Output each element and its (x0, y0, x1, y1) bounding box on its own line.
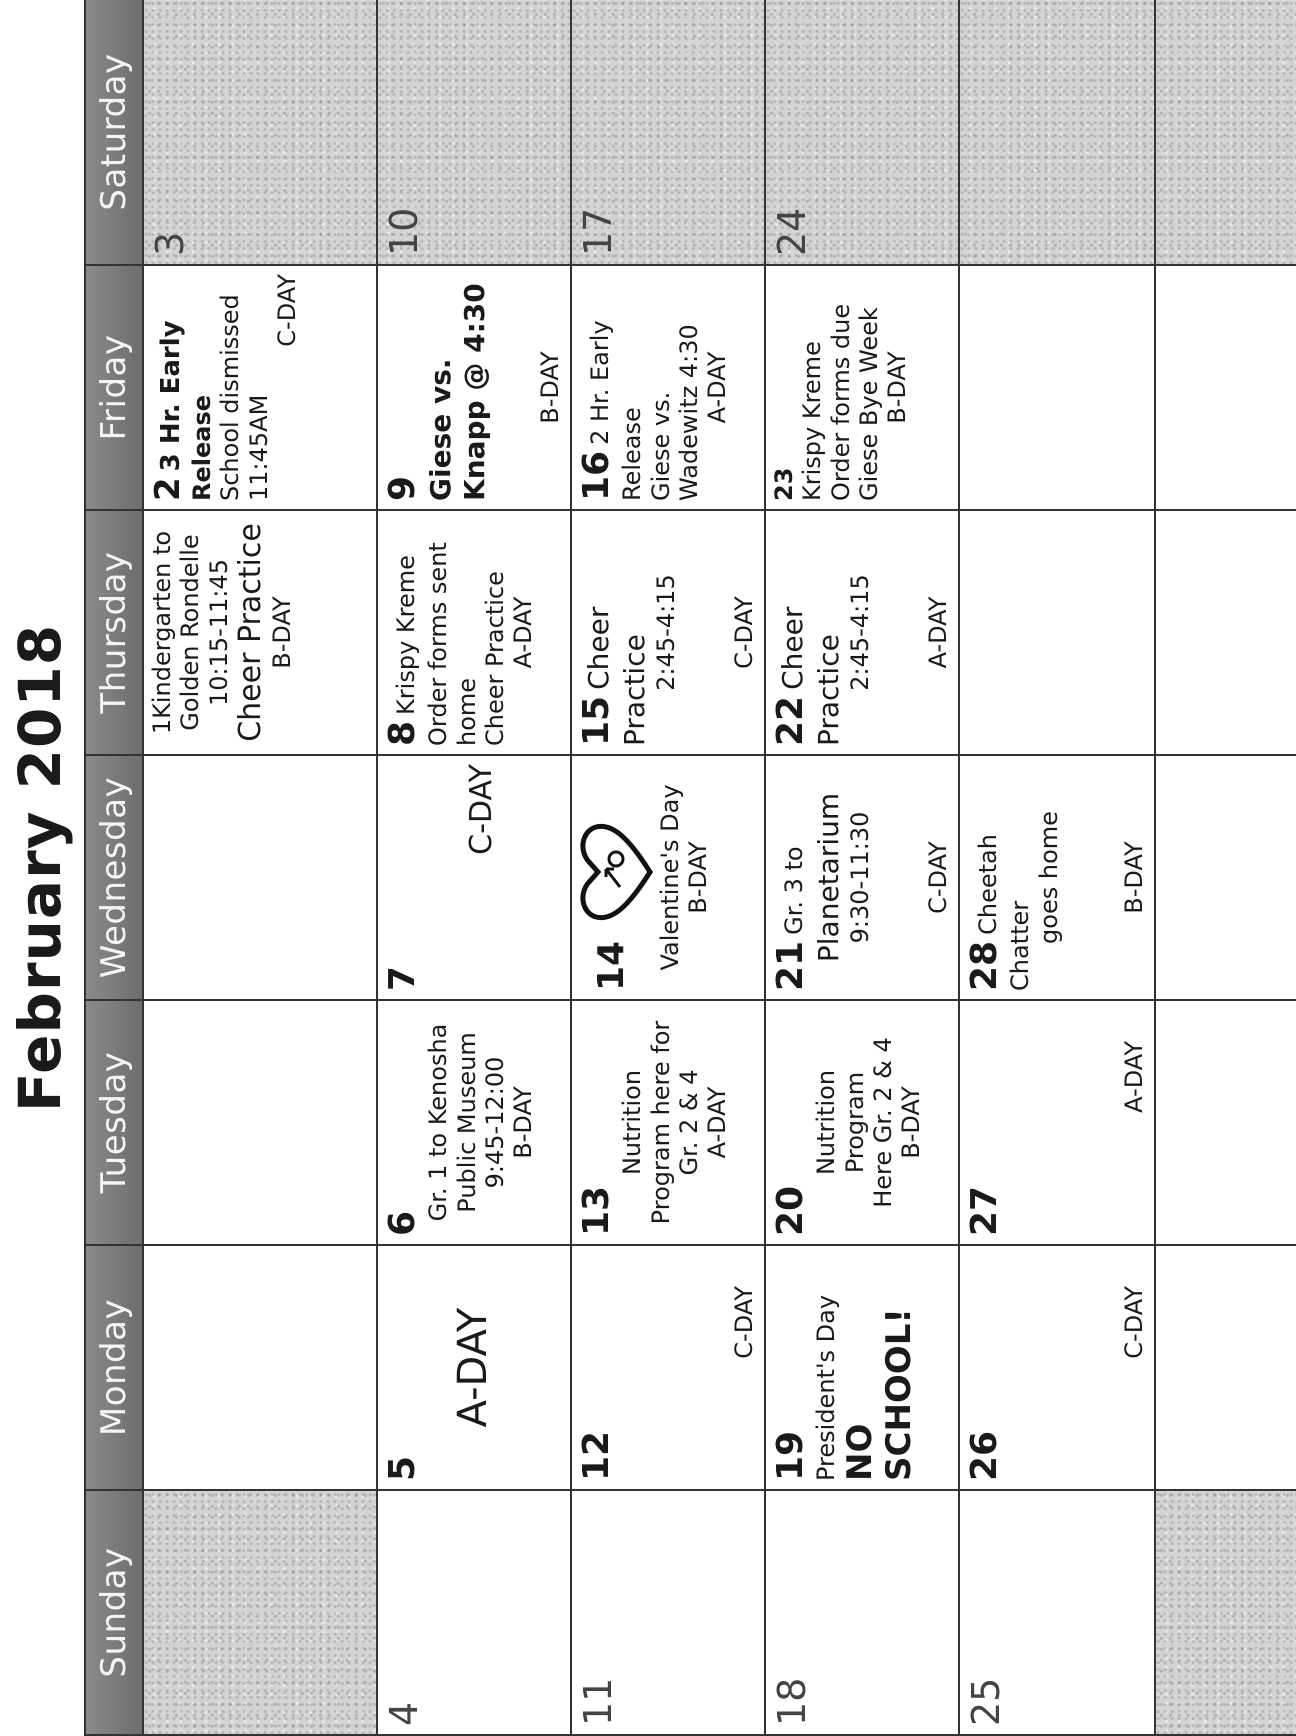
event-text: Gr. 3 to (780, 846, 808, 935)
day-rotation: A-DAY (923, 596, 952, 669)
day-cell-empty (144, 999, 378, 1244)
day-cell-sun-25 (960, 1489, 1156, 1734)
day-number: 1 (148, 718, 176, 735)
event-text: Cheer Practice (481, 571, 510, 746)
day-rotation: C-DAY (273, 274, 302, 347)
day-rotation: A-DAY (703, 1086, 732, 1159)
event-text: School dismissed (216, 294, 245, 501)
day-number: 20 (770, 1185, 811, 1236)
event-text: Valentine's Day (656, 784, 684, 971)
day-label: Sunday (94, 1547, 134, 1678)
day-cell-thu-8 (378, 509, 572, 754)
day-cell-sun-4 (378, 1489, 572, 1734)
day-label: Friday (94, 334, 134, 441)
event-text: Nutrition (812, 1069, 841, 1176)
day-cell-fri-16 (572, 264, 766, 509)
event-text: Here Gr. 2 & 4 (869, 1037, 898, 1208)
event-text: Wadewitz 4:30 (675, 324, 704, 501)
day-cell-empty (960, 0, 1156, 264)
day-cell-empty (1156, 754, 1296, 999)
event-text: 2 Hr. Early (586, 320, 614, 445)
day-number: 28 (964, 940, 1005, 991)
day-number: 11 (576, 1677, 620, 1726)
day-cell-fri-23 (766, 264, 960, 509)
day-number: 18 (770, 1677, 814, 1726)
day-cell-mon-19 (766, 1244, 960, 1489)
day-label: Tuesday (94, 1051, 134, 1194)
event-text: Release (188, 394, 217, 501)
day-cell-sun-11 (572, 1489, 766, 1734)
event-text: Nutrition (618, 1069, 647, 1176)
event-text: 10:15-11:45 (204, 559, 233, 706)
event-text: Program (840, 1071, 869, 1174)
day-cell-empty (1156, 1489, 1296, 1734)
day-cell-empty (1156, 264, 1296, 509)
header-tuesday (86, 999, 144, 1244)
event-text: Krispy Kreme (798, 341, 827, 501)
day-number: 17 (576, 207, 620, 256)
day-number: 27 (964, 1185, 1005, 1236)
day-number: 15 (576, 695, 617, 746)
day-cell-thu-1 (144, 509, 378, 754)
day-rotation: B-DAY (1119, 841, 1148, 914)
event-text: Cheer Practice (776, 606, 846, 746)
day-cell-tue-27 (960, 999, 1156, 1244)
day-rotation: B-DAY (883, 351, 912, 424)
event-line (148, 519, 176, 746)
header-friday (86, 264, 144, 509)
day-cell-tue-20 (766, 999, 960, 1244)
calendar-grid (84, 0, 1296, 1736)
day-cell-sun-18 (766, 1489, 960, 1734)
event-text: Kindergarten to (148, 530, 176, 719)
day-cell-sat-24 (766, 0, 960, 264)
day-label: Wednesday (94, 776, 134, 979)
event-text: Release (618, 407, 647, 501)
header-wednesday (86, 754, 144, 999)
day-number: 12 (576, 1430, 617, 1481)
day-cell-empty (144, 1489, 378, 1734)
event-text: Gr. 1 to Kenosha (424, 1023, 453, 1222)
event-text: NO (839, 1423, 880, 1481)
day-cell-empty (144, 754, 378, 999)
event-text: Order forms sent (424, 542, 453, 746)
day-number: 7 (382, 965, 423, 991)
day-cell-mon-26 (960, 1244, 1156, 1489)
day-number: 10 (382, 207, 426, 256)
event-text: President's Day (812, 1294, 841, 1481)
day-number: 13 (576, 1185, 617, 1236)
header-sunday (86, 1489, 144, 1734)
day-cell-empty (960, 509, 1156, 754)
day-number: 5 (382, 1455, 423, 1481)
day-cell-empty (1156, 999, 1296, 1244)
event-text: goes home (1034, 811, 1063, 944)
event-text: Cheetah Chatter (974, 834, 1035, 991)
day-number: 21 (770, 940, 811, 991)
day-rotation: C-DAY (1119, 1286, 1148, 1359)
day-cell-empty (1156, 1244, 1296, 1489)
day-number: 14 (591, 940, 632, 991)
day-rotation: A-DAY (1119, 1041, 1148, 1113)
day-cell-empty (1156, 0, 1296, 264)
event-text: Program here for (646, 1020, 675, 1225)
event-text: 9:30-11:30 (845, 811, 874, 944)
day-cell-mon-5 (378, 1244, 572, 1489)
day-cell-fri-9 (378, 264, 572, 509)
day-rotation: C-DAY (464, 764, 500, 855)
event-text: Knapp @ 4:30 (457, 283, 491, 501)
day-number: 26 (964, 1430, 1005, 1481)
day-cell-wed-7 (378, 754, 572, 999)
day-number: 9 (382, 475, 423, 501)
event-text: SCHOOL! (878, 1308, 919, 1481)
day-cell-thu-15 (572, 509, 766, 754)
day-cell-mon-12 (572, 1244, 766, 1489)
day-cell-wed-28 (960, 754, 1156, 999)
header-monday (86, 1244, 144, 1489)
day-cell-fri-2 (144, 264, 378, 509)
day-rotation: B-DAY (535, 351, 564, 424)
day-number: 2 (148, 477, 188, 501)
day-number: 3 (148, 231, 192, 256)
day-number: 19 (770, 1430, 811, 1481)
day-number: 4 (382, 1701, 426, 1726)
day-rotation: C-DAY (729, 596, 758, 669)
day-rotation: A-DAY (509, 596, 538, 669)
day-cell-sat-3 (144, 0, 378, 264)
day-cell-empty (1156, 509, 1296, 754)
day-cell-tue-6 (378, 999, 572, 1244)
event-text: 9:45-12:00 (481, 1056, 510, 1189)
event-text: Giese vs. (424, 358, 458, 501)
day-label: Thursday (94, 551, 134, 714)
event-text: Order forms due (826, 303, 855, 501)
day-rotation: B-DAY (684, 841, 713, 914)
day-rotation: B-DAY (268, 596, 297, 669)
event-text: Public Museum (452, 1032, 481, 1213)
event-text: Golden Rondelle (176, 534, 205, 731)
event-text: home (452, 677, 481, 746)
day-number: 23 (770, 467, 798, 501)
day-label: Monday (94, 1298, 134, 1437)
event-text: 3 Hr. Early (156, 320, 186, 472)
day-cell-sat-17 (572, 0, 766, 264)
day-rotation: A-DAY (450, 1307, 497, 1428)
calendar-title: February 2018 (6, 623, 74, 1113)
day-number: 6 (382, 1210, 423, 1236)
event-text: Cheer Practice (232, 523, 268, 742)
event-text: Cheer Practice (582, 606, 652, 746)
day-cell-wed-14 (572, 754, 766, 999)
day-cell-wed-21 (766, 754, 960, 999)
header-saturday (86, 0, 144, 264)
heart-icon (576, 817, 656, 927)
header-thursday (86, 509, 144, 754)
day-number: 22 (770, 695, 811, 746)
day-rotation: B-DAY (897, 1086, 926, 1159)
day-rotation: A-DAY (703, 351, 732, 424)
day-number: 25 (964, 1677, 1008, 1726)
event-text: 2:45-4:15 (845, 574, 874, 691)
event-text: Gr. 2 & 4 (675, 1069, 704, 1176)
day-cell-tue-13 (572, 999, 766, 1244)
event-text: Giese vs. (646, 391, 675, 501)
day-number: 16 (576, 450, 617, 501)
day-label: Saturday (94, 53, 134, 211)
event-text: 11:45AM (244, 394, 273, 501)
day-cell-empty (144, 1244, 378, 1489)
event-text: 2:45-4:15 (651, 574, 680, 691)
day-rotation: B-DAY (509, 1086, 538, 1159)
day-number: 8 (382, 720, 423, 746)
event-text: Krispy Kreme (392, 555, 420, 715)
day-cell-thu-22 (766, 509, 960, 754)
event-text: Planetarium (812, 792, 846, 963)
day-rotation: C-DAY (923, 841, 952, 914)
event-text: Giese Bye Week (854, 307, 883, 501)
day-rotation: C-DAY (729, 1286, 758, 1359)
day-cell-empty (960, 264, 1156, 509)
day-cell-sat-10 (378, 0, 572, 264)
day-number: 24 (770, 207, 814, 256)
